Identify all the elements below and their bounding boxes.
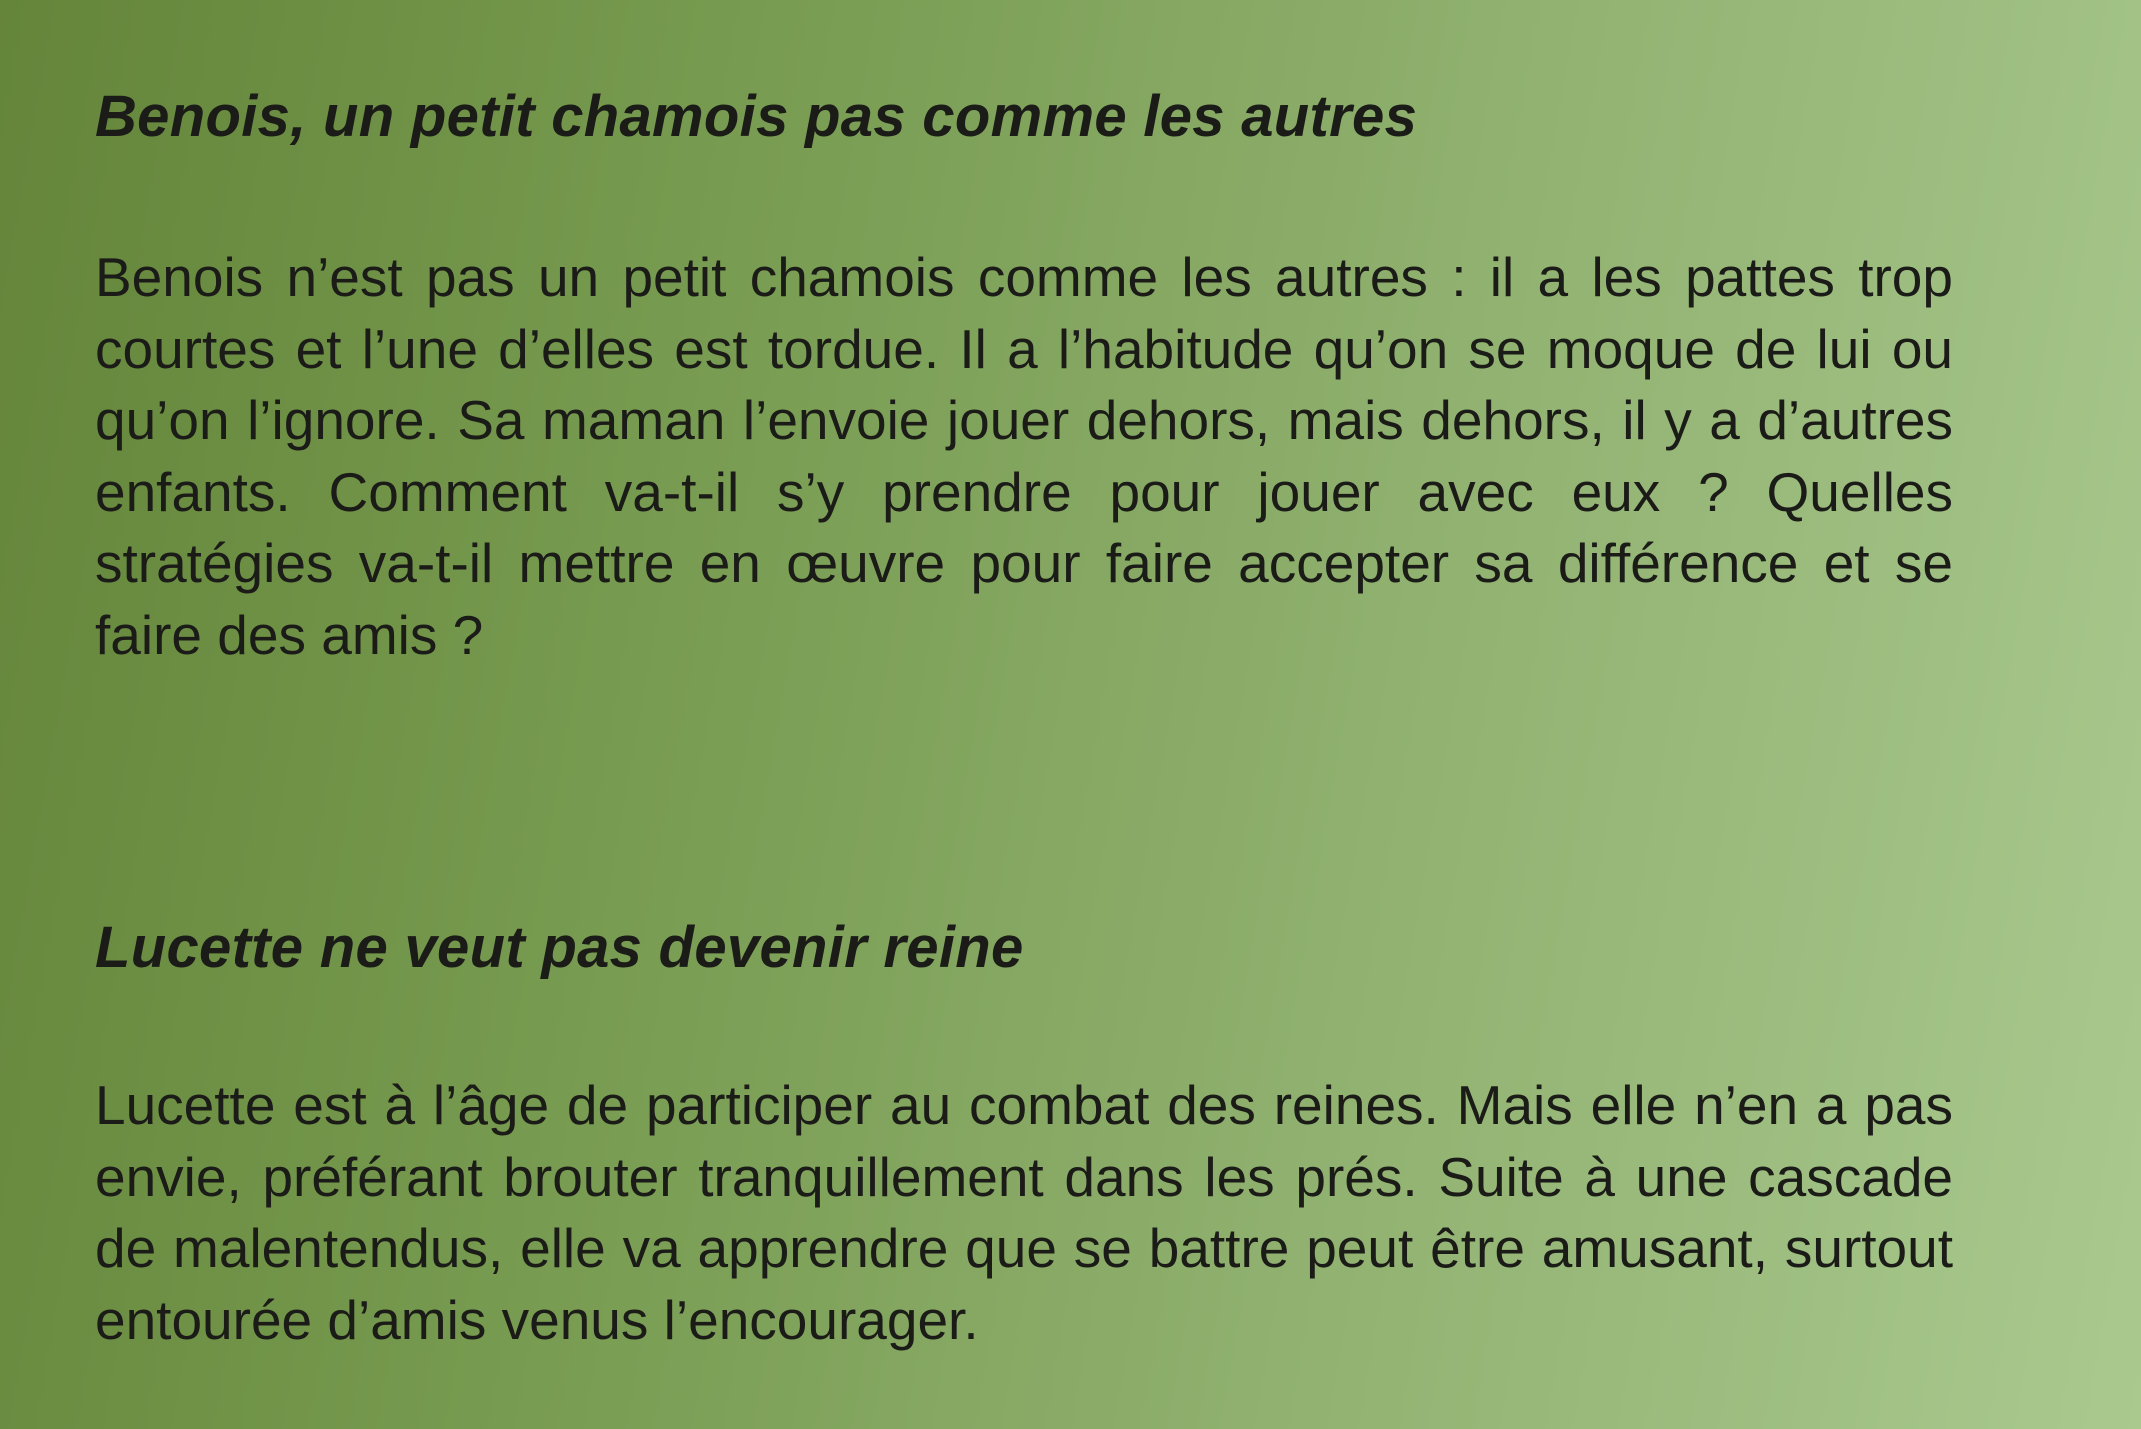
book-title-benois: Benois, un petit chamois pas comme les autres xyxy=(95,84,1418,149)
book-summaries-page xyxy=(95,0,1953,1429)
book-summary-lucette: Lucette est à l’âge de participer au combat des reines. Mais elle n’en a pas envie, préférant brouter tranquillement dans les prés. Suite à une cascade de malentendus, elle va apprendre que se battre peut être amusant, surtout entourée d’amis venus l’encourager. xyxy=(95,1074,1953,1351)
book-title-lucette: Lucette ne veut pas devenir reine xyxy=(95,915,1024,980)
book-summary-benois: Benois n’est pas un petit chamois comme les autres : il a les pattes trop courtes et l’une d’elles est tordue. Il a l’habitude qu’on se moque de lui ou qu’on l’ignore. Sa maman l’envoie jouer dehors, mais dehors, il y a d’autres enfants. Comment va-t-il s’y prendre pour jouer avec eux ? Quelles stratégies va-t-il mettre en œuvre pour faire accepter sa différence et se faire des amis ? xyxy=(95,246,1953,666)
